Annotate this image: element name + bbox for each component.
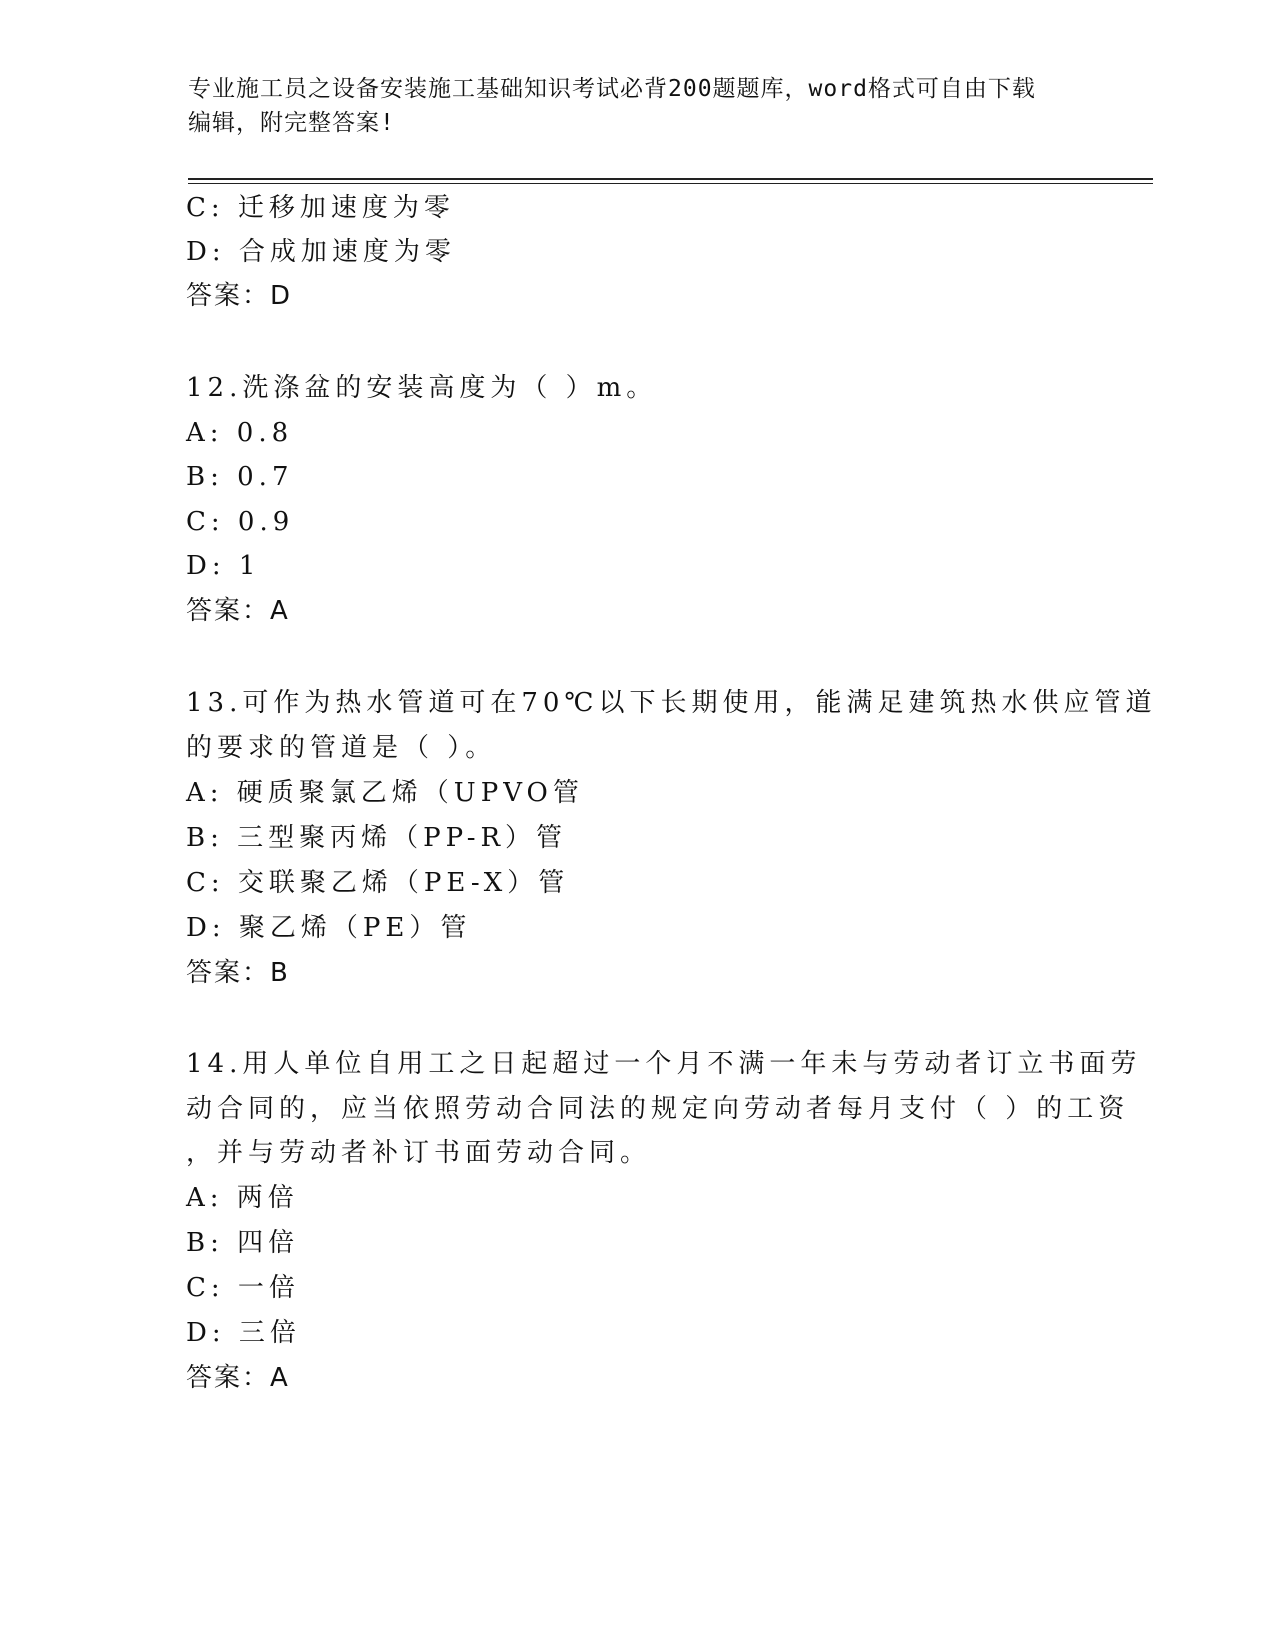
q14-answer: 答案：A bbox=[186, 1363, 290, 1393]
q13-option-a: A: 硬质聚氯乙烯（UPVO管 bbox=[186, 778, 584, 808]
q13-stem-line-2: 的要求的管道是（ ）。 bbox=[186, 733, 497, 763]
q14-stem-line-1: 14.用人单位自用工之日起超过一个月不满一年未与劳动者订立书面劳 bbox=[186, 1049, 1142, 1079]
q13-option-d: D: 聚乙烯（PE）管 bbox=[186, 913, 472, 943]
prev-question-option-c: C: 迁移加速度为零 bbox=[186, 193, 455, 223]
q14-stem-line-2: 动合同的，应当依照劳动合同法的规定向劳动者每月支付（ ）的工资 bbox=[186, 1094, 1130, 1124]
q12-option-b: B: 0.7 bbox=[186, 462, 294, 492]
q12-option-d: D: 1 bbox=[186, 551, 261, 581]
q14-option-a: A: 两倍 bbox=[186, 1183, 299, 1213]
q14-option-c: C: 一倍 bbox=[186, 1273, 300, 1303]
q13-stem-line-1: 13.可作为热水管道可在70℃以下长期使用，能满足建筑热水供应管道 bbox=[186, 688, 1157, 718]
q14-stem-line-3: ，并与劳动者补订书面劳动合同。 bbox=[186, 1138, 652, 1168]
q14-option-d: D: 三倍 bbox=[186, 1318, 301, 1348]
prev-question-option-d: D: 合成加速度为零 bbox=[186, 237, 456, 267]
header-divider-thick bbox=[188, 178, 1153, 180]
document-header bbox=[188, 72, 1088, 140]
q12-answer: 答案：A bbox=[186, 596, 290, 626]
header-title-line-2: 编辑，附完整答案! bbox=[188, 110, 395, 136]
q13-option-b: B: 三型聚丙烯（PP-R）管 bbox=[186, 823, 568, 853]
q14-option-b: B: 四倍 bbox=[186, 1228, 300, 1258]
q13-option-c: C: 交联聚乙烯（PE-X）管 bbox=[186, 868, 570, 898]
header-title-line-1: 专业施工员之设备安装施工基础知识考试必背200题题库，word格式可自由下载 bbox=[188, 76, 1036, 102]
q12-stem: 12.洗涤盆的安装高度为（ ）m。 bbox=[186, 373, 658, 403]
q12-option-a: A: 0.8 bbox=[186, 418, 294, 448]
q12-option-c: C: 0.9 bbox=[186, 507, 295, 537]
header-divider-thin bbox=[188, 183, 1153, 184]
q13-answer: 答案：B bbox=[186, 958, 290, 988]
prev-question-answer: 答案：D bbox=[186, 281, 293, 311]
